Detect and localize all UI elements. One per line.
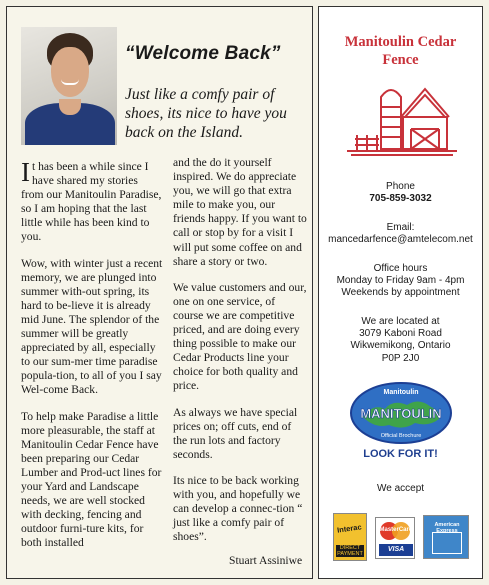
ad-panel — [318, 6, 483, 579]
phone-block — [319, 181, 482, 205]
article-paragraph: It has been a while since I have shared my stories from our Manitoulin Paradise, so I am hoping that the last little while has been kind to you. — [21, 157, 162, 244]
article-paragraph: Wow, with winter just a recent memory, we are plunged into summer with-out spring, its hard to be-lieve it is already mid June. The splendor of the summer will be greatly appreciated by all, especially to our sum-mer time paradise popula-tion, to all of you I say Wel-come Back. — [21, 256, 163, 397]
barn-silo-icon — [341, 77, 461, 159]
hours-weekend: Weekends by appointment — [341, 287, 460, 299]
office-hours-block — [319, 263, 482, 300]
article-column-1 — [21, 157, 163, 562]
article-paragraph: Its nice to be back working with you, and hopefully we can develop a connec-tion “ just like a comfy pair of shoes”. — [173, 473, 303, 544]
company-name: Manitoulin Cedar Fence — [344, 34, 457, 68]
phone-number[interactable]: 705-859-3032 — [369, 193, 432, 205]
svg-text:Manitoulin: Manitoulin — [383, 389, 419, 396]
manitoulin-logo — [349, 381, 453, 445]
location-block — [319, 316, 482, 365]
email-block — [319, 222, 482, 246]
author-photo — [21, 27, 117, 145]
address-line-1: 3079 Kaboni Road — [359, 328, 442, 340]
we-accept-label: We accept — [376, 483, 425, 494]
drop-cap: I — [21, 157, 30, 187]
author-signature: Stuart Assiniwe — [229, 554, 303, 567]
article-subhead: Just like a comfy pair of shoes, its nice to have you back on the Island. — [125, 86, 287, 141]
interac-card-icon: Interac DIRECT PAYMENT — [333, 513, 367, 561]
email-address[interactable]: mancedarfence@amtelecom.net — [328, 234, 473, 246]
article-paragraph: As always we have special prices on; off cuts, end of the run lots and factory seconds. — [173, 405, 298, 461]
article-paragraph: and the do it yourself inspired. We do appreciate you, we will go that extra mile to make you, our friends happy. If you want to call or stop by for a visit I will put some coffee on and share a story or two. — [173, 156, 307, 268]
article-column-2 — [173, 156, 307, 556]
location-label: We are located at — [361, 316, 440, 327]
svg-text:MANITOULIN: MANITOULIN — [360, 406, 442, 421]
article-paragraph: We value customers and our, one on one service, of course we are competitive priced, and are doing every thing possible to make our Cedar Products line your choice for both quality and price. — [173, 280, 307, 393]
email-label: Email: — [386, 222, 415, 233]
article-paragraph: To help make Paradise a little more pleasurable, the staff at Manitoulin Cedar Fence have been preparing our Cedar Lumber and Prod-uct lines for your Yard and Landscape needs, we are well stocked with decking, fencing and outdoor furni-ture kits, for both installed — [21, 409, 162, 550]
article-panel — [6, 6, 313, 579]
address-line-2: Wikwemikong, Ontario — [350, 340, 451, 352]
mastercard-visa-card-icon: MasterCard VISA — [375, 517, 415, 559]
phone-label: Phone — [386, 181, 415, 192]
hours-label: Office hours — [373, 263, 428, 274]
look-for-it-text: LOOK FOR IT! — [363, 448, 438, 460]
postal-code: P0P 2J0 — [381, 352, 420, 364]
amex-card-icon: American Express — [423, 515, 469, 559]
hours-weekday: Monday to Friday 9am - 4pm — [336, 275, 465, 287]
brochure-page — [6, 6, 483, 579]
article-headline: “Welcome Back” — [125, 43, 281, 64]
svg-text:Official Brochure: Official Brochure — [380, 433, 422, 439]
